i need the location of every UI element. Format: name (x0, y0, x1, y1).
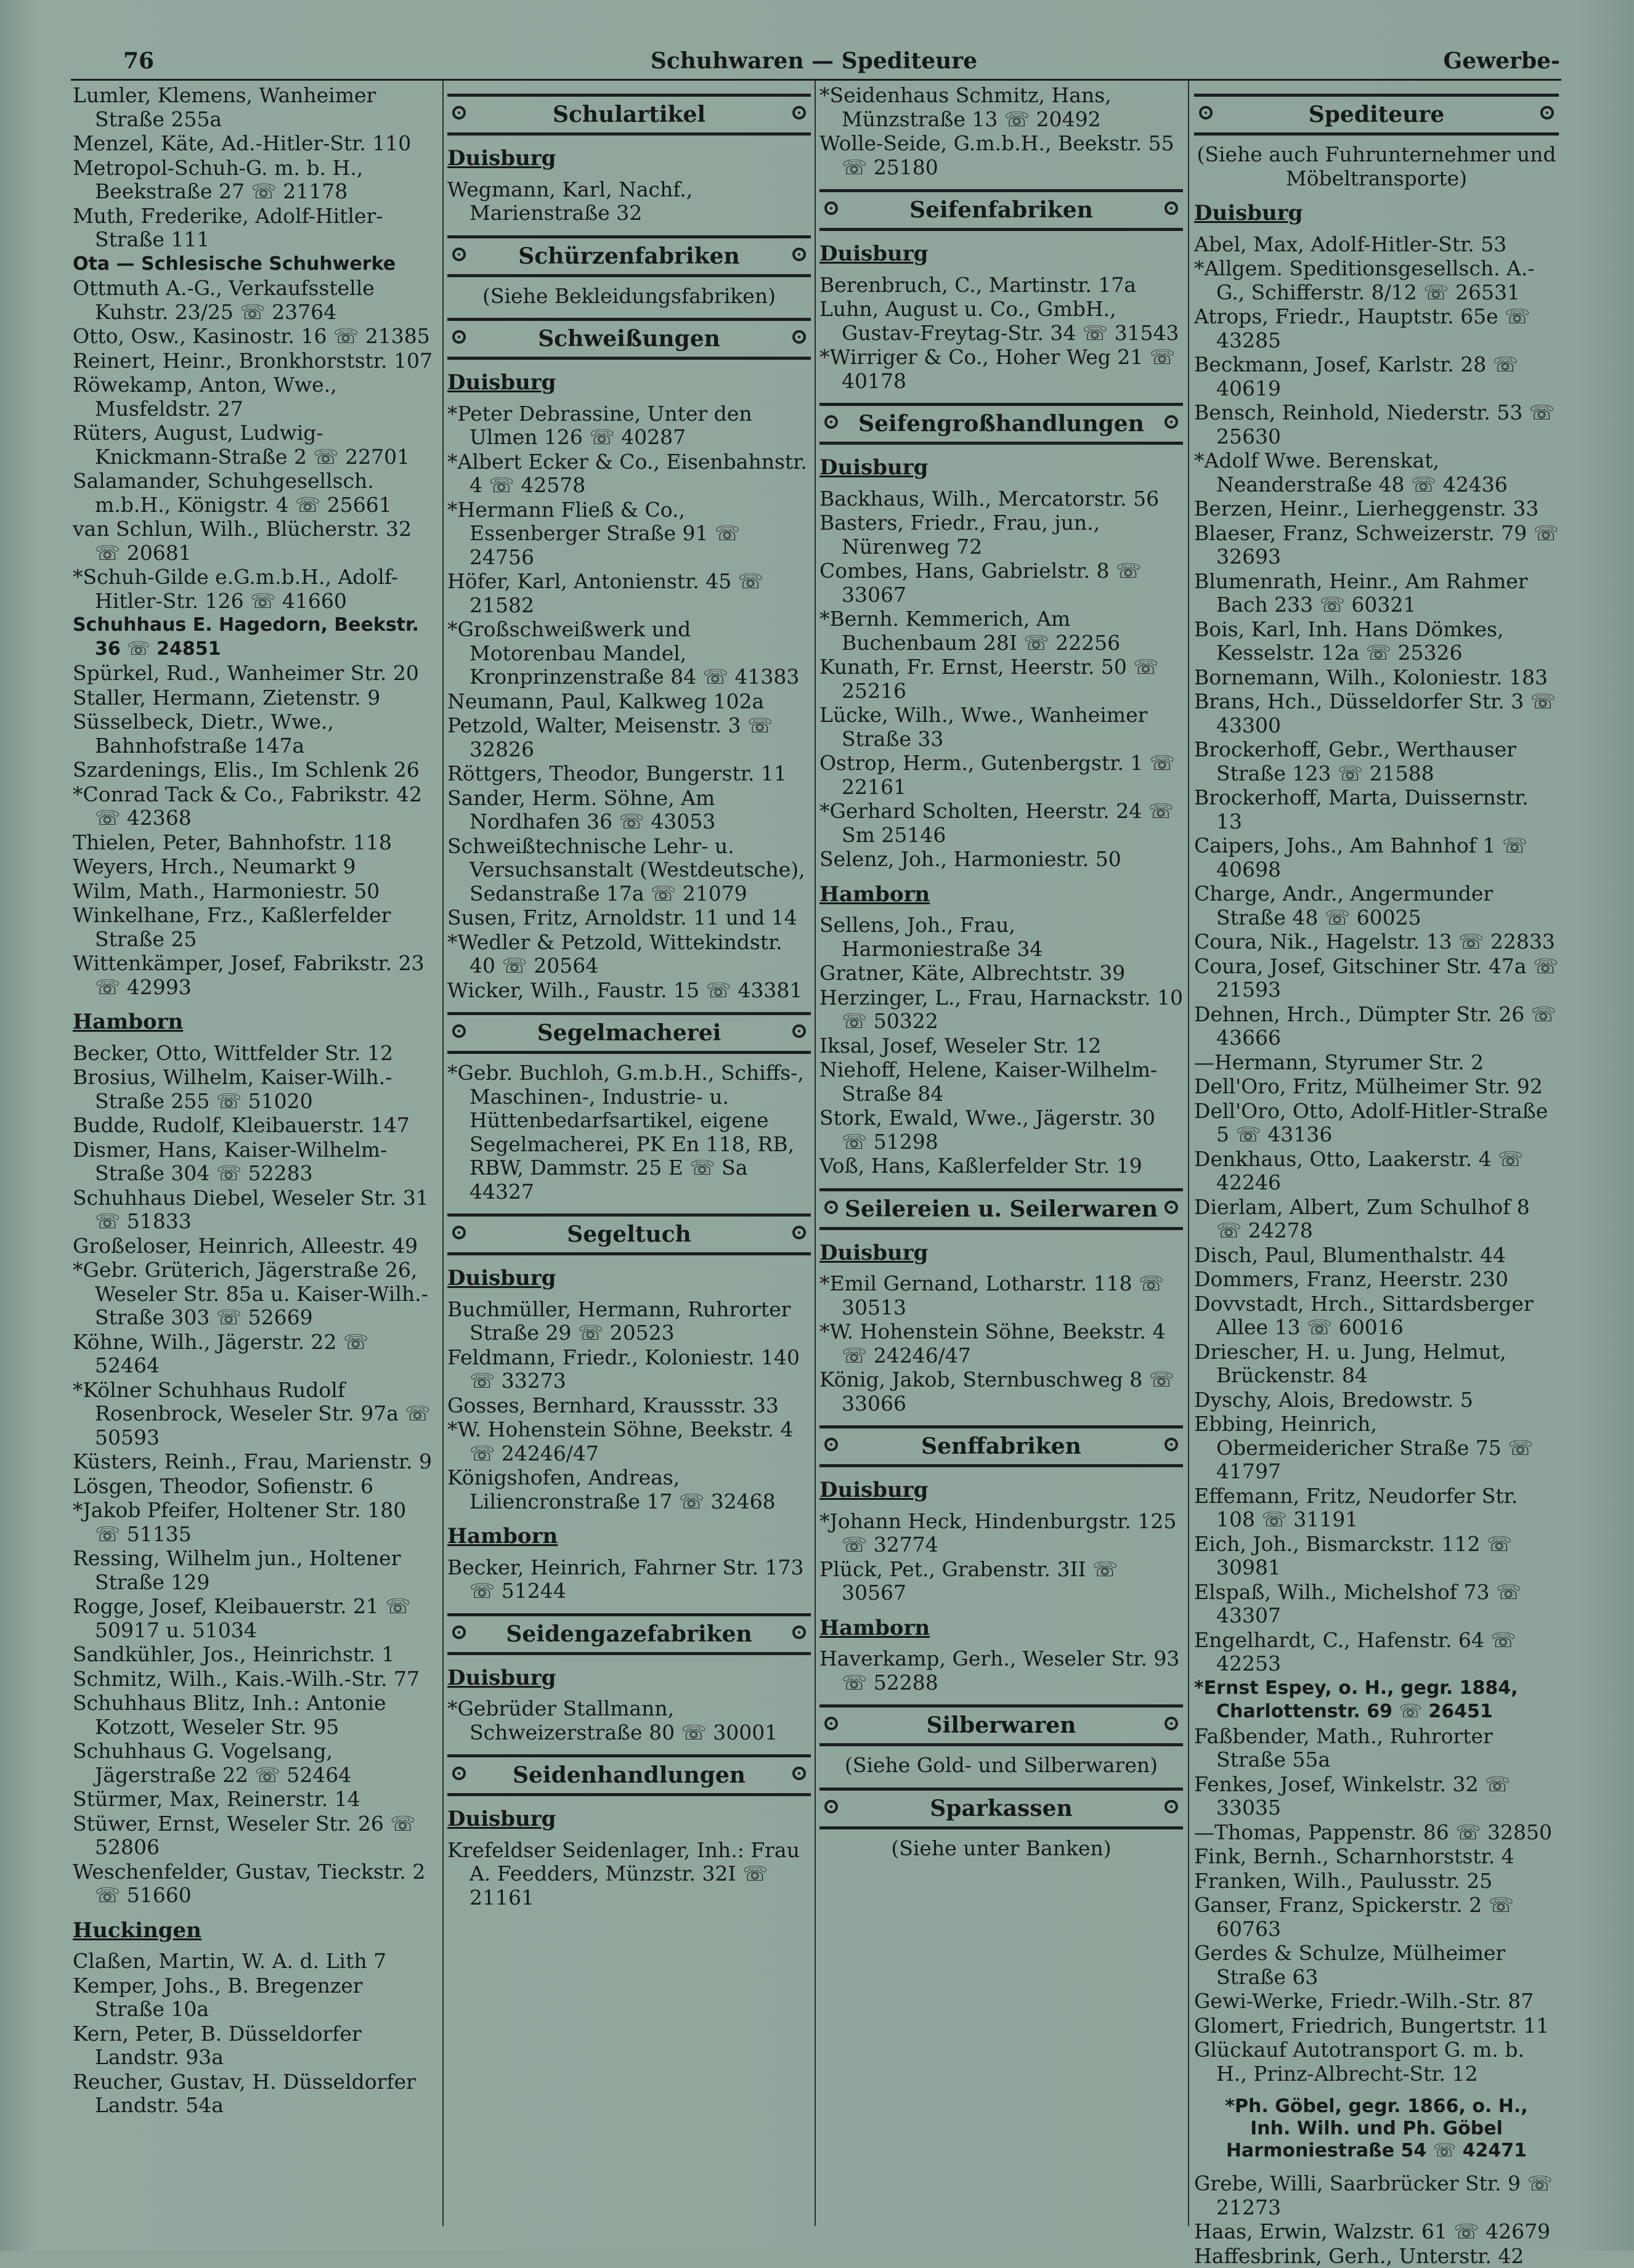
directory-entry: Brockerhoff, Gebr., Werthauser Straße 123 ☏ 21588 (1194, 738, 1559, 785)
directory-entry: Becker, Otto, Wittfelder Str. 12 (73, 1042, 437, 1066)
directory-entry: Stork, Ewald, Wwe., Jägerstr. 30 ☏ 51298 (819, 1106, 1183, 1154)
directory-entry: Coura, Nik., Hagelstr. 13 ☏ 22833 (1194, 930, 1559, 954)
directory-entry: Selenz, Joh., Harmoniestr. 50 (819, 848, 1183, 872)
directory-entry: Stüwer, Ernst, Weseler Str. 26 ☏ 52806 (73, 1812, 437, 1860)
directory-entry: Schuhhaus Blitz, Inh.: Antonie Kotzott, Weseler Str. 95 (73, 1691, 437, 1739)
directory-entry: Staller, Hermann, Zietenstr. 9 (73, 686, 437, 710)
directory-entry: Reucher, Gustav, H. Düsseldorfer Landstr. 54a (73, 2070, 437, 2118)
directory-entry: *Emil Gernand, Lotharstr. 118 ☏ 30513 (819, 1272, 1183, 1319)
column-1 (73, 84, 437, 2226)
directory-entry: Franken, Wilh., Paulusstr. 25 (1194, 1869, 1559, 1893)
bullet-ring-icon (1165, 201, 1178, 215)
bullet-ring-icon (452, 1626, 466, 1639)
directory-entry: Schweißtechnische Lehr- u. Versuchsanstalt (Westdeutsche), Sedanstraße 17a ☏ 21079 (447, 835, 811, 906)
directory-entry: *Peter Debrassine, Unter den Ulmen 126 ☏ 40287 (447, 402, 811, 450)
directory-entry: Eich, Joh., Bismarckstr. 112 ☏ 30981 (1194, 1533, 1559, 1580)
bullet-ring-icon (792, 1226, 806, 1239)
section-title: Schulartikel (553, 102, 705, 128)
directory-entry: Schuhhaus G. Vogelsang, Jägerstraße 22 ☏ 52464 (73, 1739, 437, 1787)
city-heading: Duisburg (447, 371, 811, 395)
bullet-ring-icon (452, 248, 466, 261)
directory-entry: Denkhaus, Otto, Laakerstr. 4 ☏ 42246 (1194, 1148, 1559, 1195)
advertisement-line: Inh. Wilh. und Ph. Göbel (1194, 2118, 1559, 2140)
section-heading (447, 318, 811, 360)
directory-entry: Schuhhaus E. Hagedorn, Beekstr. 36 ☏ 24851 (73, 614, 437, 661)
directory-entry: Buchmüller, Hermann, Ruhrorter Straße 29 ☏ 20523 (447, 1298, 811, 1345)
directory-entry: Menzel, Käte, Ad.-Hitler-Str. 110 (73, 132, 437, 156)
section-title: Segeltuch (567, 1221, 691, 1247)
bullet-ring-icon (1165, 1438, 1178, 1451)
bullet-ring-icon (1165, 1800, 1178, 1813)
section-heading (819, 1788, 1183, 1829)
directory-entry: Bensch, Reinhold, Niederstr. 53 ☏ 25630 (1194, 401, 1559, 448)
bullet-ring-icon (824, 415, 838, 429)
directory-entry: Großeloser, Heinrich, Alleestr. 49 (73, 1234, 437, 1258)
directory-entry: Wilm, Math., Harmoniestr. 50 (73, 880, 437, 904)
directory-entry: Faßbender, Math., Ruhrorter Straße 55a (1194, 1725, 1559, 1772)
header-rule (71, 79, 1561, 81)
directory-entry: Metropol-Schuh-G. m. b. H., Beekstraße 27 ☏ 21178 (73, 156, 437, 204)
directory-entry: Plück, Pet., Grabenstr. 3II ☏ 30567 (819, 1558, 1183, 1605)
directory-entry: Gewi-Werke, Friedr.-Wilh.-Str. 87 (1194, 1990, 1559, 2014)
bullet-ring-icon (824, 201, 838, 215)
directory-entry: Kemper, Johs., B. Bregenzer Straße 10a (73, 1974, 437, 2022)
directory-entry: Feldmann, Friedr., Koloniestr. 140 ☏ 33273 (447, 1346, 811, 1393)
directory-entry: Fink, Bernh., Scharnhorststr. 4 (1194, 1845, 1559, 1869)
directory-entry: Schmitz, Wilh., Kais.-Wilh.-Str. 77 (73, 1667, 437, 1691)
directory-entry: Dovvstadt, Hrch., Sittardsberger Allee 13 ☏ 60016 (1194, 1292, 1559, 1340)
directory-entry: Berenbruch, C., Martinstr. 17a (819, 273, 1183, 298)
running-head (68, 43, 1560, 78)
section-title: Spediteure (1309, 102, 1445, 128)
directory-entry: Muth, Frederike, Adolf-Hitler-Straße 111 (73, 205, 437, 252)
directory-entry: Bois, Karl, Inh. Hans Dömkes, Kesselstr. 12a ☏ 25326 (1194, 618, 1559, 665)
directory-entry: Grebe, Willi, Saarbrücker Str. 9 ☏ 21273 (1194, 2172, 1559, 2219)
directory-entry: Rüters, August, Ludwig-Knickmann-Straße 2 ☏ 22701 (73, 421, 437, 469)
page-title: Schuhwaren — Spediteure (68, 48, 1560, 74)
directory-entry: Becker, Heinrich, Fahrner Str. 173 ☏ 51244 (447, 1556, 811, 1603)
directory-entry: *Allgem. Speditionsgesellsch. A.-G., Schifferstr. 8/12 ☏ 26531 (1194, 257, 1559, 304)
section-title: Schweißungen (538, 326, 720, 352)
directory-entry: Dommers, Franz, Heerstr. 230 (1194, 1268, 1559, 1292)
directory-entry: *Gebr. Buchloh, G.m.b.H., Schiffs-, Maschinen-, Industrie- u. Hüttenbedarfsartikel, eigene Segelmacherei, PK En 118, RB, RBW, Dammstr. 25 E ☏ Sa 44327 (447, 1061, 811, 1204)
city-heading: Hamborn (447, 1525, 811, 1549)
cross-reference-note: (Siehe unter Banken) (819, 1837, 1183, 1861)
directory-entry: Röttgers, Theodor, Bungerstr. 11 (447, 762, 811, 786)
directory-entry: *Albert Ecker & Co., Eisenbahnstr. 4 ☏ 42578 (447, 450, 811, 498)
directory-entry: Dell'Oro, Otto, Adolf-Hitler-Straße 5 ☏ 43136 (1194, 1100, 1559, 1147)
directory-entry: Wolle-Seide, G.m.b.H., Beekstr. 55 ☏ 25180 (819, 132, 1183, 179)
cross-reference-note: (Siehe Bekleidungsfabriken) (447, 285, 811, 309)
directory-entry: —Hermann, Styrumer Str. 2 (1194, 1051, 1559, 1075)
city-heading: Duisburg (447, 147, 811, 171)
directory-entry: Rogge, Josef, Kleibauerstr. 21 ☏ 50917 u. 51034 (73, 1595, 437, 1642)
directory-entry: Fenkes, Josef, Winkelstr. 32 ☏ 33035 (1194, 1773, 1559, 1820)
directory-entry: *Conrad Tack & Co., Fabrikstr. 42 ☏ 42368 (73, 783, 437, 830)
bullet-ring-icon (792, 248, 806, 261)
directory-entry: Brans, Hch., Düsseldorfer Str. 3 ☏ 43300 (1194, 690, 1559, 737)
directory-entry: Disch, Paul, Blumenthalstr. 44 (1194, 1244, 1559, 1268)
section-title: Seifengroßhandlungen (858, 411, 1144, 437)
directory-entry: Wegmann, Karl, Nachf., Marienstraße 32 (447, 178, 811, 225)
directory-entry: *W. Hohenstein Söhne, Beekstr. 4 ☏ 24246/47 (447, 1418, 811, 1465)
directory-entry: Claßen, Martin, W. A. d. Lith 7 (73, 1950, 437, 1974)
section-heading (447, 1012, 811, 1054)
directory-entry: Neumann, Paul, Kalkweg 102a (447, 690, 811, 714)
directory-entry: Combes, Hans, Gabrielstr. 8 ☏ 33067 (819, 559, 1183, 607)
directory-entry: Gosses, Bernhard, Kraussstr. 33 (447, 1394, 811, 1418)
directory-entry: Dierlam, Albert, Zum Schulhof 8 ☏ 24278 (1194, 1196, 1559, 1243)
directory-entry: Budde, Rudolf, Kleibauerstr. 147 (73, 1114, 437, 1138)
directory-entry: *Gebr. Grüterich, Jägerstraße 26, Weseler Str. 85a u. Kaiser-Wilh.-Straße 303 ☏ 52669 (73, 1258, 437, 1330)
section-title: Seifenfabriken (909, 197, 1093, 223)
directory-entry: Voß, Hans, Kaßlerfelder Str. 19 (819, 1154, 1183, 1178)
directory-entry: Sellens, Joh., Frau, Harmoniestraße 34 (819, 913, 1183, 961)
directory-entry: Brosius, Wilhelm, Kaiser-Wilh.-Straße 255 ☏ 51020 (73, 1066, 437, 1113)
directory-entry: König, Jakob, Sternbuschweg 8 ☏ 33066 (819, 1368, 1183, 1415)
page-number: 76 (123, 48, 154, 74)
column-divider (1188, 80, 1189, 2226)
directory-entry: Dyschy, Alois, Bredowstr. 5 (1194, 1388, 1559, 1412)
bullet-ring-icon (452, 1767, 466, 1780)
directory-entry: Haverkamp, Gerh., Weseler Str. 93 ☏ 52288 (819, 1647, 1183, 1695)
directory-entry: Dell'Oro, Fritz, Mülheimer Str. 92 (1194, 1075, 1559, 1099)
city-heading: Huckingen (73, 1919, 437, 1943)
section-heading (819, 1704, 1183, 1746)
column-divider (442, 80, 444, 2226)
directory-entry: Iksal, Josef, Weseler Str. 12 (819, 1034, 1183, 1058)
city-heading: Duisburg (819, 456, 1183, 480)
advertisement-line: Harmoniestraße 54 ☏ 42471 (1194, 2140, 1559, 2162)
directory-entry: Backhaus, Wilh., Mercatorstr. 56 (819, 487, 1183, 511)
bullet-ring-icon (1165, 1201, 1178, 1214)
directory-entry: Stürmer, Max, Reinerstr. 14 (73, 1788, 437, 1812)
directory-entry: Höfer, Karl, Antonienstr. 45 ☏ 21582 (447, 570, 811, 617)
directory-entry: Kern, Peter, B. Düsseldorfer Landstr. 93a (73, 2022, 437, 2070)
directory-entry: Spürkel, Rud., Wanheimer Str. 20 (73, 662, 437, 686)
city-heading: Duisburg (819, 242, 1183, 266)
directory-entry: *Schuh-Gilde e.G.m.b.H., Adolf-Hitler-Str. 126 ☏ 41660 (73, 565, 437, 613)
directory-entry: *Gerhard Scholten, Heerstr. 24 ☏ Sm 25146 (819, 800, 1183, 847)
directory-entry: Elspaß, Wilh., Michelshof 73 ☏ 43307 (1194, 1581, 1559, 1628)
bullet-ring-icon (452, 1024, 466, 1038)
directory-entry: Haas, Erwin, Walzstr. 61 ☏ 42679 (1194, 2220, 1559, 2244)
bullet-ring-icon (1199, 106, 1213, 119)
directory-entry: Glückauf Autotransport G. m. b. H., Prinz-Albrecht-Str. 12 (1194, 2038, 1559, 2086)
section-title: Silberwaren (927, 1712, 1076, 1738)
bullet-ring-icon (792, 330, 806, 344)
directory-entry: Gratner, Käte, Albrechtstr. 39 (819, 962, 1183, 986)
bullet-ring-icon (792, 1024, 806, 1038)
directory-entry: Krefeldser Seidenlager, Inh.: Frau A. Feedders, Münzstr. 32I ☏ 21161 (447, 1839, 811, 1910)
directory-entry: van Schlun, Wilh., Blücherstr. 32 ☏ 20681 (73, 517, 437, 565)
directory-entry: Gerdes & Schulze, Mülheimer Straße 63 (1194, 1942, 1559, 1989)
directory-entry: *Kölner Schuhhaus Rudolf Rosenbrock, Weseler Str. 97a ☏ 50593 (73, 1379, 437, 1450)
cross-reference-note: (Siehe auch Fuhrunternehmer und Möbeltransporte) (1194, 143, 1559, 190)
section-title: Schürzenfabriken (518, 243, 739, 269)
section-heading (447, 1613, 811, 1655)
directory-entry: Blaeser, Franz, Schweizerstr. 79 ☏ 32693 (1194, 522, 1559, 569)
column-2 (447, 84, 811, 2226)
section-heading (819, 189, 1183, 231)
directory-entry: Sander, Herm. Söhne, Am Nordhafen 36 ☏ 43053 (447, 787, 811, 834)
directory-entry: Weschenfelder, Gustav, Tieckstr. 2 ☏ 51660 (73, 1860, 437, 1908)
directory-entry: Köhne, Wilh., Jägerstr. 22 ☏ 52464 (73, 1330, 437, 1378)
bullet-ring-icon (792, 106, 806, 119)
city-heading: Hamborn (819, 1616, 1183, 1640)
directory-entry: Effemann, Fritz, Neudorfer Str. 108 ☏ 31191 (1194, 1484, 1559, 1532)
directory-entry: Ebbing, Heinrich, Obermeidericher Straße 75 ☏ 41797 (1194, 1412, 1559, 1484)
bullet-ring-icon (452, 106, 466, 119)
directory-entry: Winkelhane, Frz., Kaßlerfelder Straße 25 (73, 904, 437, 951)
directory-entry: Küsters, Reinh., Frau, Marienstr. 9 (73, 1450, 437, 1474)
section-title: Senffabriken (921, 1433, 1081, 1459)
directory-entry: Ottmuth A.-G., Verkaufsstelle Kuhstr. 23/25 ☏ 23764 (73, 277, 437, 324)
directory-entry: Beckmann, Josef, Karlstr. 28 ☏ 40619 (1194, 353, 1559, 400)
section-heading (819, 1188, 1183, 1230)
directory-entry: Otto, Osw., Kasinostr. 16 ☏ 21385 (73, 325, 437, 349)
directory-entry: *Gebrüder Stallmann, Schweizerstraße 80 ☏ 30001 (447, 1697, 811, 1744)
bullet-ring-icon (1165, 1717, 1178, 1730)
directory-entry: *Adolf Wwe. Berenskat, Neanderstraße 48 ☏ 42436 (1194, 449, 1559, 496)
bullet-ring-icon (824, 1201, 838, 1214)
directory-entry: *Großschweißwerk und Motorenbau Mandel, Kronprinzenstraße 84 ☏ 41383 (447, 618, 811, 689)
city-heading: Duisburg (447, 1266, 811, 1290)
directory-entry: Schuhhaus Diebel, Weseler Str. 31 ☏ 51833 (73, 1186, 437, 1234)
bullet-ring-icon (824, 1438, 838, 1451)
directory-entry: Caipers, Johs., Am Bahnhof 1 ☏ 40698 (1194, 834, 1559, 881)
directory-entry: *Bernh. Kemmerich, Am Buchenbaum 28I ☏ 22256 (819, 607, 1183, 655)
section-heading (819, 403, 1183, 445)
bullet-ring-icon (1165, 415, 1178, 429)
directory-entry: Bornemann, Wilh., Koloniestr. 183 (1194, 666, 1559, 690)
section-title: Seidengazefabriken (506, 1621, 752, 1647)
section-title: Seilereien u. Seilerwaren (845, 1196, 1158, 1222)
column-4 (1194, 84, 1559, 2226)
city-heading: Duisburg (447, 1666, 811, 1690)
directory-entry: Salamander, Schuhgesellsch. m.b.H., Königstr. 4 ☏ 25661 (73, 469, 437, 517)
directory-entry: Lücke, Wilh., Wwe., Wanheimer Straße 33 (819, 703, 1183, 751)
directory-entry: Dehnen, Hrch., Dümpter Str. 26 ☏ 43666 (1194, 1003, 1559, 1050)
city-heading: Duisburg (819, 1241, 1183, 1265)
running-head-right: Gewerbe- (1443, 48, 1560, 74)
column-divider (815, 80, 816, 2226)
section-title: Segelmacherei (537, 1020, 721, 1046)
bullet-ring-icon (824, 1800, 838, 1813)
column-3 (819, 84, 1183, 2226)
section-heading (447, 1213, 811, 1255)
directory-entry: Weyers, Hrch., Neumarkt 9 (73, 855, 437, 879)
directory-entry: Glomert, Friedrich, Bungertstr. 11 (1194, 2014, 1559, 2038)
directory-entry: Haffesbrink, Gerh., Unterstr. 42 (1194, 2245, 1559, 2268)
bullet-ring-icon (452, 330, 466, 344)
city-heading: Duisburg (1194, 201, 1559, 225)
directory-entry: —Thomas, Pappenstr. 86 ☏ 32850 (1194, 1821, 1559, 1845)
directory-entry: Röwekamp, Anton, Wwe., Musfeldstr. 27 (73, 373, 437, 421)
directory-entry: Lösgen, Theodor, Sofienstr. 6 (73, 1475, 437, 1499)
directory-entry: Petzold, Walter, Meisenstr. 3 ☏ 32826 (447, 714, 811, 761)
directory-entry: Engelhardt, C., Hafenstr. 64 ☏ 42253 (1194, 1629, 1559, 1676)
directory-entry: Luhn, August u. Co., GmbH., Gustav-Freytag-Str. 34 ☏ 31543 (819, 298, 1183, 345)
directory-entry: Atrops, Friedr., Hauptstr. 65e ☏ 43285 (1194, 305, 1559, 352)
directory-entry: *Jakob Pfeifer, Holtener Str. 180 ☏ 51135 (73, 1499, 437, 1546)
directory-entry: Basters, Friedr., Frau, jun., Nürenweg 72 (819, 511, 1183, 559)
section-heading (447, 1754, 811, 1796)
directory-entry: Süsselbeck, Dietr., Wwe., Bahnhofstraße 147a (73, 710, 437, 758)
city-heading: Duisburg (819, 1478, 1183, 1502)
bullet-ring-icon (452, 1226, 466, 1239)
directory-entry: *Hermann Fließ & Co., Essenberger Straße 91 ☏ 24756 (447, 498, 811, 570)
section-title: Sparkassen (930, 1796, 1072, 1821)
bullet-ring-icon (824, 1717, 838, 1730)
directory-entry: Dismer, Hans, Kaiser-Wilhelm-Straße 304 ☏ 52283 (73, 1138, 437, 1186)
section-heading (447, 94, 811, 136)
directory-entry: Wicker, Wilh., Faustr. 15 ☏ 43381 (447, 979, 811, 1003)
directory-entry: Blumenrath, Heinr., Am Rahmer Bach 233 ☏ 60321 (1194, 570, 1559, 617)
directory-entry: *Johann Heck, Hindenburgstr. 125 ☏ 32774 (819, 1510, 1183, 1557)
directory-entry: *Wirriger & Co., Hoher Weg 21 ☏ 40178 (819, 346, 1183, 393)
section-heading (447, 235, 811, 277)
directory-entry: Lumler, Klemens, Wanheimer Straße 255a (73, 84, 437, 131)
city-heading: Duisburg (447, 1807, 811, 1831)
section-heading (819, 1425, 1183, 1467)
directory-entry: Driescher, H. u. Jung, Helmut, Brückenstr. 84 (1194, 1340, 1559, 1388)
bullet-ring-icon (1540, 106, 1554, 119)
advertisement-line: *Ph. Göbel, gegr. 1866, o. H., (1194, 2096, 1559, 2118)
advertisement-entry (1194, 2096, 1559, 2162)
directory-entry: Kunath, Fr. Ernst, Heerstr. 50 ☏ 25216 (819, 655, 1183, 703)
directory-entry: *Ernst Espey, o. H., gegr. 1884, Charlottenstr. 69 ☏ 26451 (1194, 1677, 1559, 1724)
directory-entry: Charge, Andr., Angermunder Straße 48 ☏ 60025 (1194, 882, 1559, 929)
directory-entry: *W. Hohenstein Söhne, Beekstr. 4 ☏ 24246/47 (819, 1320, 1183, 1367)
directory-entry: Reinert, Heinr., Bronkhorststr. 107 (73, 349, 437, 373)
directory-entry: Ostrop, Herm., Gutenbergstr. 1 ☏ 22161 (819, 751, 1183, 799)
section-title: Seidenhandlungen (513, 1762, 746, 1788)
directory-entry: Ota — Schlesische Schuhwerke (73, 253, 437, 277)
bullet-ring-icon (792, 1626, 806, 1639)
bullet-ring-icon (792, 1767, 806, 1780)
city-heading: Hamborn (73, 1010, 437, 1034)
directory-entry: Abel, Max, Adolf-Hitler-Str. 53 (1194, 233, 1559, 257)
directory-entry: Brockerhoff, Marta, Duissernstr. 13 (1194, 786, 1559, 833)
directory-entry: Niehoff, Helene, Kaiser-Wilhelm-Straße 84 (819, 1058, 1183, 1106)
directory-entry: Thielen, Peter, Bahnhofstr. 118 (73, 831, 437, 855)
directory-entry: Susen, Fritz, Arnoldstr. 11 und 14 (447, 906, 811, 930)
directory-entry: Ganser, Franz, Spickerstr. 2 ☏ 60763 (1194, 1893, 1559, 1941)
directory-entry: Coura, Josef, Gitschiner Str. 47a ☏ 21593 (1194, 955, 1559, 1002)
directory-entry: Sandkühler, Jos., Heinrichstr. 1 (73, 1643, 437, 1667)
directory-entry: Herzinger, L., Frau, Harnackstr. 10 ☏ 50322 (819, 986, 1183, 1034)
city-heading: Hamborn (819, 883, 1183, 907)
directory-entry: *Wedler & Petzold, Wittekindstr. 40 ☏ 20564 (447, 931, 811, 978)
cross-reference-note: (Siehe Gold- und Silberwaren) (819, 1754, 1183, 1778)
directory-entry: Ressing, Wilhelm jun., Holtener Straße 129 (73, 1547, 437, 1594)
directory-entry: *Seidenhaus Schmitz, Hans, Münzstraße 13 ☏ 20492 (819, 84, 1183, 131)
directory-entry: Szardenings, Elis., Im Schlenk 26 (73, 758, 437, 782)
directory-entry: Wittenkämper, Josef, Fabrikstr. 23 ☏ 42993 (73, 952, 437, 999)
section-heading (1194, 94, 1559, 136)
directory-entry: Königshofen, Andreas, Liliencronstraße 17 ☏ 32468 (447, 1466, 811, 1513)
directory-entry: Berzen, Heinr., Lierheggenstr. 33 (1194, 497, 1559, 521)
